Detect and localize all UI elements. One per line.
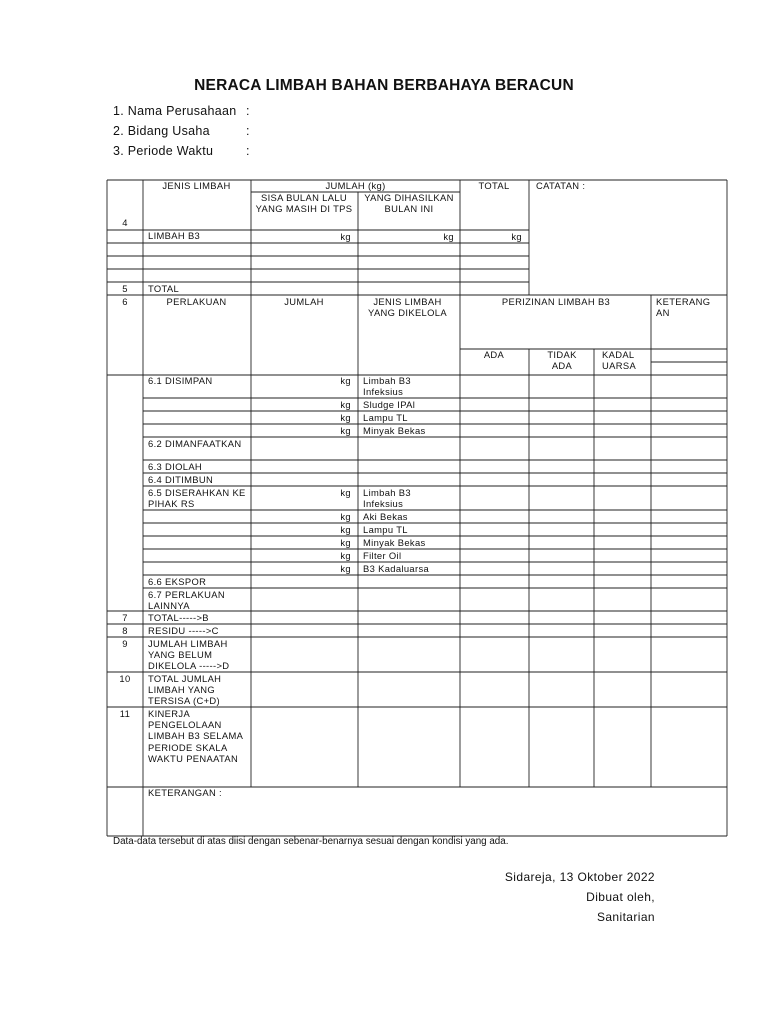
signature-made-by: Dibuat oleh, bbox=[586, 890, 655, 904]
jenis-sludge: Sludge IPAl bbox=[363, 399, 416, 410]
perlakuan-6-1: 6.1 DISIMPAN bbox=[148, 375, 213, 386]
header-jenis-limbah: JENIS LIMBAH bbox=[162, 180, 231, 191]
row-number-6: 6 bbox=[122, 296, 128, 307]
header-keterangan: KETERANG AN bbox=[656, 296, 711, 319]
limbah-b3-sisa-unit: kg bbox=[340, 231, 351, 242]
row-number-11: 11 bbox=[119, 708, 131, 719]
header-total: TOTAL bbox=[478, 180, 510, 191]
header-kadaluarsa: KADAL UARSA bbox=[602, 349, 637, 372]
jenis-lampu-2: Lampu TL bbox=[363, 524, 408, 535]
header-ada: ADA bbox=[483, 349, 505, 360]
row-number-7: 7 bbox=[122, 612, 128, 623]
jenis-limbah-infeksius bbox=[363, 375, 453, 397]
header-jenis-limbah-dikelola: JENIS LIMBAH YANG DIKELOLA bbox=[368, 296, 447, 319]
label-tersisa-cd: TOTAL JUMLAH LIMBAH YANG TERSISA (C+D) bbox=[148, 673, 222, 707]
perlakuan-6-7: 6.7 PERLAKUAN LAINNYA bbox=[148, 589, 225, 612]
total-label: TOTAL bbox=[148, 283, 180, 294]
info-label: 1. Nama Perusahaan bbox=[113, 104, 237, 118]
perlakuan-6-3: 6.3 DIOLAH bbox=[148, 461, 203, 472]
row-unit: kg bbox=[340, 511, 351, 522]
row-number-9: 9 bbox=[122, 638, 128, 649]
label-total-b: TOTAL----->B bbox=[148, 612, 209, 623]
header-tidak-ada: TIDAK ADA bbox=[547, 349, 577, 372]
jenis-filter: Filter Oil bbox=[363, 550, 402, 561]
keterangan-bottom: KETERANGAN : bbox=[148, 787, 223, 798]
row-number-8: 8 bbox=[122, 625, 128, 636]
row-unit: kg bbox=[340, 412, 351, 423]
row-unit: kg bbox=[340, 537, 351, 548]
jenis-text: Limbah B3 Infeksius bbox=[363, 375, 411, 398]
row-number-10: 10 bbox=[119, 673, 131, 684]
footer-note: Data-data tersebut di atas diisi dengan sebenar-benarnya sesuai dengan kondisi yang ada. bbox=[113, 836, 509, 847]
row-unit: kg bbox=[340, 399, 351, 410]
row-number-5: 5 bbox=[122, 283, 128, 294]
header-perlakuan: PERLAKUAN bbox=[166, 296, 227, 307]
header-sisa-bulan: SISA BULAN LALU YANG MASIH DI TPS bbox=[255, 192, 353, 215]
limbah-b3-total-unit: kg bbox=[511, 231, 522, 242]
header-jumlah-kg: JUMLAH (kg) bbox=[325, 180, 386, 191]
row-unit: kg bbox=[340, 563, 351, 574]
jenis-lampu: Lampu TL bbox=[363, 412, 408, 423]
document-title: NERACA LIMBAH BAHAN BERBAHAYA BERACUN bbox=[194, 77, 574, 94]
signature-role: Sanitarian bbox=[596, 910, 655, 924]
info-label: 2. Bidang Usaha bbox=[113, 124, 210, 138]
info-label: 3. Periode Waktu bbox=[113, 144, 214, 158]
jenis-limbah-infeksius-2: Limbah B3 Infeksius bbox=[363, 487, 411, 510]
row-unit: kg bbox=[340, 375, 351, 386]
header-perizinan: PERIZINAN LIMBAH B3 bbox=[501, 296, 611, 307]
limbah-b3-dihasilkan-unit: kg bbox=[443, 231, 454, 242]
row-unit: kg bbox=[340, 425, 351, 436]
jenis-kadaluarsa: B3 Kadaluarsa bbox=[363, 563, 430, 574]
row-number-4: 4 bbox=[122, 217, 128, 228]
label-belum-dikelola-d: JUMLAH LIMBAH YANG BELUM DIKELOLA ----->D bbox=[148, 638, 230, 672]
row-unit: kg bbox=[340, 524, 351, 535]
signature-place-date: Sidareja, 13 Oktober 2022 bbox=[504, 870, 655, 884]
perlakuan-6-2: 6.2 DIMANFAATKAN bbox=[148, 438, 242, 449]
jenis-aki: Aki Bekas bbox=[363, 511, 408, 522]
jenis-minyak: Minyak Bekas bbox=[363, 425, 426, 436]
header-yang-dihasilkan: YANG DIHASILKAN BULAN INI bbox=[364, 192, 454, 215]
info-colon: : bbox=[246, 104, 250, 118]
row-unit: kg bbox=[340, 550, 351, 561]
jenis-minyak-2: Minyak Bekas bbox=[363, 537, 426, 548]
limbah-b3-label: LIMBAH B3 bbox=[148, 230, 201, 241]
label-kinerja: KINERJA PENGELOLAAN LIMBAH B3 SELAMA PERIODE SKALA WAKTU PENAATAN bbox=[148, 708, 243, 764]
info-colon: : bbox=[246, 124, 250, 138]
info-colon: : bbox=[246, 144, 250, 158]
perlakuan-6-6: 6.6 EKSPOR bbox=[148, 576, 207, 587]
header-catatan: CATATAN : bbox=[536, 180, 586, 191]
perlakuan-6-5: 6.5 DISERAHKAN KE PIHAK RS bbox=[148, 487, 246, 510]
header-jumlah: JUMLAH bbox=[284, 296, 324, 307]
perlakuan-6-4: 6.4 DITIMBUN bbox=[148, 474, 214, 485]
row-unit: kg bbox=[340, 487, 351, 498]
label-residu-c: RESIDU ----->C bbox=[148, 625, 219, 636]
